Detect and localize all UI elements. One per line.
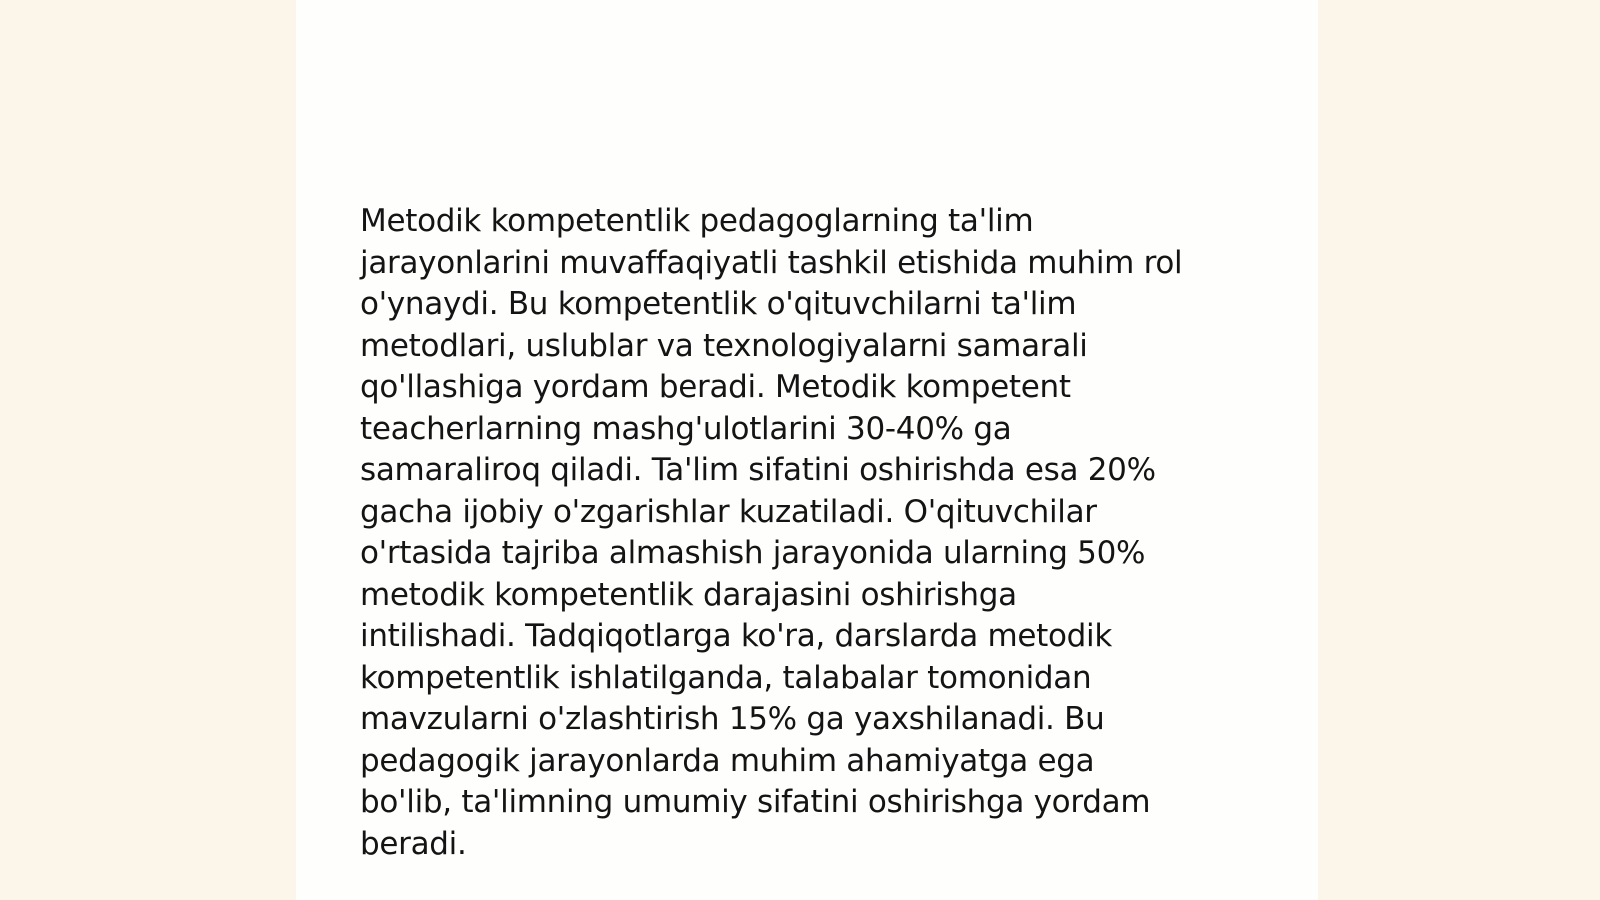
text-line: jarayonlarini muvaffaqiyatli tashkil etishida muhim rol (360, 244, 1183, 281)
text-line: beradi. (360, 825, 467, 862)
text-line: pedagogik jarayonlarda muhim ahamiyatga ega (360, 742, 1095, 779)
text-line: Metodik kompetentlik pedagoglarning ta'lim (360, 203, 1034, 239)
text-line: o'rtasida tajriba almashish jarayonida ularning 50% (360, 535, 1146, 571)
text-line: mavzularni o'zlashtirish 15% ga yaxshilanadi. Bu (360, 701, 1105, 737)
text-line: samaraliroq qiladi. Ta'lim sifatini oshirishda esa 20% (360, 452, 1156, 488)
text-line: gacha ijobiy o'zgarishlar kuzatiladi. O'qituvchilar (360, 493, 1097, 530)
text-line: kompetentlik ishlatilganda, talabalar tomonidan (360, 659, 1092, 696)
text-line: bo'lib, ta'limning umumiy sifatini oshirishga yordam (360, 784, 1151, 820)
text-line: qo'llashiga yordam beradi. Metodik kompetent (360, 369, 1071, 405)
text-line: intilishadi. Tadqiqotlarga ko'ra, darslarda metodik (360, 618, 1112, 654)
text-line: o'ynaydi. Bu kompetentlik o'qituvchilarni ta'lim (360, 286, 1077, 322)
body-paragraph (360, 201, 1250, 865)
text-line: metodlari, uslublar va texnologiyalarni samarali (360, 327, 1088, 364)
document-page (296, 0, 1318, 900)
text-line: teacherlarning mashg'ulotlarini 30-40% ga (360, 410, 1012, 447)
text-line: metodik kompetentlik darajasini oshirishga (360, 576, 1017, 613)
